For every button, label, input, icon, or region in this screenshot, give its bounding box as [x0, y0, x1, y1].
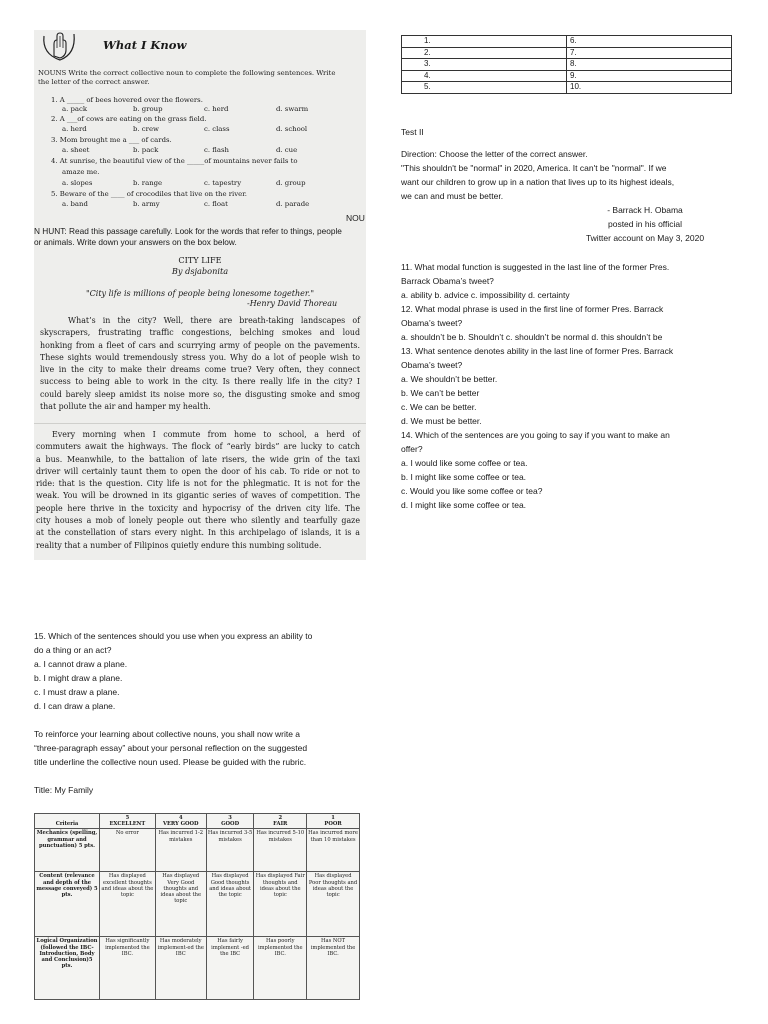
rubric-criterion: Logical Organization (followed the IBC- Introduction, Body and Conclusion)5 pts.: [35, 937, 100, 1000]
quote-line: "This shouldn't be "normal" in 2020, America. It can't be "normal". If we: [401, 163, 667, 173]
passage-line: driver will certainly taunt them to open the door of his cab. To ride or not to: [36, 466, 360, 476]
rubric-header: 5 EXCELLENT: [100, 814, 156, 829]
passage-title: CITY LIFE: [178, 255, 222, 265]
rubric-cell: Has NOT implemented the IBC.: [307, 937, 360, 1000]
passage-line: success to being able to work in the city. Is there really life in the city? I: [40, 377, 360, 387]
table-row: [402, 47, 732, 59]
choice: a. pack: [62, 105, 88, 113]
rubric-cell: Has displayed Fair thoughts and ideas about the topic: [254, 872, 307, 937]
table-cell: 6.: [567, 36, 732, 48]
rubric-cell: Has displayed Very Good thoughts and ideas about the topic: [155, 872, 206, 937]
test-2-questions: [401, 260, 741, 512]
table-row: [35, 937, 360, 1000]
question-4-stem-continued: amaze me.: [62, 168, 100, 176]
question-line: a. We shouldn’t be better.: [401, 374, 498, 384]
passage-paragraph-1: [40, 315, 360, 413]
question-line: c. I must draw a plane.: [34, 687, 120, 697]
question-line: a. ability b. advice c. impossibility d. certainty: [401, 290, 570, 300]
rubric-header: 4 VERY GOOD: [155, 814, 206, 829]
question-4-stem: 4. At sunrise, the beautiful view of the _____of mountains never fails to: [51, 157, 298, 165]
table-row: [402, 70, 732, 82]
choice: a. slopes: [62, 179, 93, 187]
quote-line: we can and must be better.: [401, 191, 504, 201]
passage-line: live in the city to make their dreams come true? Very often, they connect: [40, 365, 360, 375]
choice: d. cue: [276, 146, 298, 154]
table-cell: 3.: [402, 59, 567, 71]
choice: b. army: [133, 200, 160, 208]
passage-line: that pollute the air and hamper my health.: [40, 402, 211, 412]
rubric-criterion: Content (relevance and depth of the message conveyed) 5 pts.: [35, 872, 100, 937]
question-1-stem: 1. A _____ of bees hovered over the flowers.: [51, 96, 203, 104]
choice: a. band: [62, 200, 88, 208]
quote-line: want our children to grow up in a nation that lives up to its highest ideals,: [401, 177, 675, 187]
noun-hunt-fragment: NOU: [346, 213, 365, 223]
choice: b. crew: [133, 125, 159, 133]
instruction-line: To reinforce your learning about collective nouns, you shall now write a: [34, 729, 301, 739]
question-line: 15. Which of the sentences should you use when you express an ability to: [34, 631, 313, 641]
attribution-line: - Barrack H. Obama: [607, 205, 683, 215]
question-line: offer?: [401, 444, 423, 454]
rubric-criterion: Mechanics (spelling, grammar and punctuation) 5 pts.: [35, 829, 100, 872]
passage-line: ride: that is the question. City life is not for the phlegmatic. It is not for the: [36, 479, 360, 489]
passage-line: people here thrive in the toxicity and hypocrisy of the driven city life. The: [36, 503, 360, 513]
question-line: d. I can draw a plane.: [34, 701, 116, 711]
nouns-direction: NOUNS Write the correct collective noun to complete the following sentences. Write the letter of the correct answer.: [38, 69, 336, 86]
rubric-header: Criteria: [35, 814, 100, 829]
question-line: b. I might like some coffee or tea.: [401, 472, 527, 482]
passage-line: weak. You will be drowned in its gigantic series of waves of competition. The: [36, 491, 360, 501]
rubric-cell: Has poorly implemented the IBC.: [254, 937, 307, 1000]
choice: c. herd: [204, 105, 229, 113]
question-line: a. I would like some coffee or tea.: [401, 458, 528, 468]
question-line: 14. Which of the sentences are you going to say if you want to make an: [401, 430, 670, 440]
rubric-cell: Has incurred 1-2 mistakes: [155, 829, 206, 872]
direction-line: N HUNT: Read this passage carefully. Look for the words that refer to things, people: [34, 226, 342, 236]
passage-line: a bus. Meanwhile, to the battalion of late risers, the wide grin of the taxi: [36, 454, 360, 464]
passage-line: skyscrapers, frustrating traffic congestions, belching smokes and loud: [40, 328, 360, 338]
choice: d. swarm: [276, 105, 309, 113]
table-row: [402, 59, 732, 71]
question-line: a. shouldn’t be b. Shouldn’t c. shouldn’t be normal d. this shouldn’t be: [401, 332, 663, 342]
table-cell: 5.: [402, 82, 567, 94]
rubric-cell: Has displayed Poor thoughts and ideas about the topic: [307, 872, 360, 937]
question-3-stem: 3. Mom brought me a ___ of cards.: [51, 136, 172, 144]
rubric-cell: Has incurred 3-5 mistakes: [206, 829, 254, 872]
question-line: d. We must be better.: [401, 416, 482, 426]
rubric-cell: Has incurred more than 10 mistakes: [307, 829, 360, 872]
rubric-header: 3 GOOD: [206, 814, 254, 829]
rubric-cell: Has displayed Good thoughts and ideas about the topic: [206, 872, 254, 937]
rubric-cell: Has displayed excellent thoughts and ideas about the topic: [100, 872, 156, 937]
passage-line: Every morning when I commute from home to school, a herd of: [52, 430, 360, 439]
rubric-header-row: [35, 814, 360, 829]
choice: a. herd: [62, 125, 87, 133]
table-cell: 7.: [567, 47, 732, 59]
choice: b. group: [133, 105, 163, 113]
choice: a. sheet: [62, 146, 90, 154]
question-3-choices: [62, 146, 342, 155]
question-2-choices: [62, 125, 342, 134]
choice: c. class: [204, 125, 230, 133]
passage-line: honking from a fleet of cars and scurrying army of people on the pavements.: [40, 340, 360, 350]
question-line: 12. What modal phrase is used in the first line of former Pres. Barrack: [401, 304, 664, 314]
choice: b. pack: [133, 146, 159, 154]
attribution-line: posted in his official: [607, 219, 683, 229]
question-line: a. I cannot draw a plane.: [34, 659, 128, 669]
essay-title-line: Title: My Family: [34, 785, 94, 795]
choice: b. range: [133, 179, 163, 187]
question-5-stem: 5. Beware of the ____ of crocodiles that live on the river.: [51, 190, 247, 198]
quote-attribution: [560, 203, 730, 245]
question-line: 13. What sentence denotes ability in the last line of former Pres. Barrack: [401, 346, 674, 356]
question-line: Obama’s tweet?: [401, 318, 463, 328]
answer-table: [401, 35, 732, 94]
table-cell: 9.: [567, 70, 732, 82]
choice: d. group: [276, 179, 306, 187]
table-row: [402, 36, 732, 48]
passage-epigraph: "City life is millions of people being lonesome together.": [85, 289, 315, 298]
question-line: b. We can’t be better: [401, 388, 480, 398]
passage-line: What’s in the city? Well, there are breath-taking landscapes of: [68, 316, 360, 325]
question-line: 11. What modal function is suggested in the last line of the former Pres.: [401, 262, 670, 272]
obama-quote: [401, 161, 741, 203]
question-5-choices: [62, 200, 342, 209]
passage-line: reality that a number of Filipinos quietly endure this numbing solitude.: [36, 540, 322, 550]
question-4-choices: [62, 179, 342, 188]
question-line: c. We can be better.: [401, 402, 477, 412]
question-line: do a thing or an act?: [34, 645, 112, 655]
rubric-cell: Has fairly implement -ed the IBC: [206, 937, 254, 1000]
rubric-table: [34, 813, 360, 1000]
passage-line: city houses a mob of lonely people out there who silently and tearfully gaze: [36, 516, 360, 526]
table-cell: 8.: [567, 59, 732, 71]
noun-hunt-direction: [34, 226, 366, 248]
passage-paragraph-2: [36, 429, 360, 552]
scan-divider: [34, 423, 366, 424]
epigraph-attribution: -Henry David Thoreau: [247, 299, 338, 308]
rubric-cell: No error: [100, 829, 156, 872]
choice: c. float: [204, 200, 228, 208]
passage-line: could barely sleep amidst its noise more so, the disgusting smoke and smog: [40, 389, 360, 399]
question-line: c. Would you like some coffee or tea?: [401, 486, 543, 496]
choice: c. tapestry: [204, 179, 242, 187]
passage-line: commuters await the highways. The flock of “early birds” are lucky to catch: [36, 442, 360, 452]
essay-instructions: [34, 727, 374, 769]
choice: c. flash: [204, 146, 229, 154]
question-line: d. I might like some coffee or tea.: [401, 500, 527, 510]
passage-author: By dsjabonita: [171, 266, 229, 276]
table-cell: 1.: [402, 36, 567, 48]
question-line: Obama’s tweet?: [401, 360, 463, 370]
table-cell: 4.: [402, 70, 567, 82]
question-line: Barrack Obama’s tweet?: [401, 276, 494, 286]
rubric-cell: Has incurred 5-10 mistakes: [254, 829, 307, 872]
question-1-choices: [62, 105, 342, 114]
question-2-stem: 2. A ___of cows are eating on the grass field.: [51, 115, 207, 123]
passage-line: at the constellation of stars every night. In this archipelago of islands, it is a: [36, 528, 360, 538]
passage-line: These sights would tremendously stress you. Why do a lot of people wish to: [40, 352, 360, 362]
rubric-header: 2 FAIR: [254, 814, 307, 829]
choice: d. parade: [276, 200, 310, 208]
instruction-line: title underline the collective noun used. Please be guided with the rubric.: [34, 757, 307, 767]
rubric-cell: Has significantly implemented the IBC.: [100, 937, 156, 1000]
test-2-direction: Direction: Choose the letter of the correct answer.: [401, 149, 588, 159]
choice: d. school: [276, 125, 308, 133]
thinking-hand-icon: [40, 30, 80, 66]
test-2-heading: Test II: [401, 127, 424, 137]
direction-line: or animals. Write down your answers on the box below.: [34, 237, 237, 247]
question-line: b. I might draw a plane.: [34, 673, 123, 683]
table-cell: 2.: [402, 47, 567, 59]
table-row: [402, 82, 732, 94]
question-15: [34, 629, 374, 713]
attribution-line: Twitter account on May 3, 2020: [585, 233, 705, 243]
table-row: [35, 829, 360, 872]
table-row: [35, 872, 360, 937]
instruction-line: “three-paragraph essay” about your personal reflection on the suggested: [34, 743, 308, 753]
table-cell: 10.: [567, 82, 732, 94]
what-i-know-title: What I Know: [103, 38, 187, 52]
rubric-cell: Has moderately implement-ed the IBC: [155, 937, 206, 1000]
rubric-header: 1 POOR: [307, 814, 360, 829]
